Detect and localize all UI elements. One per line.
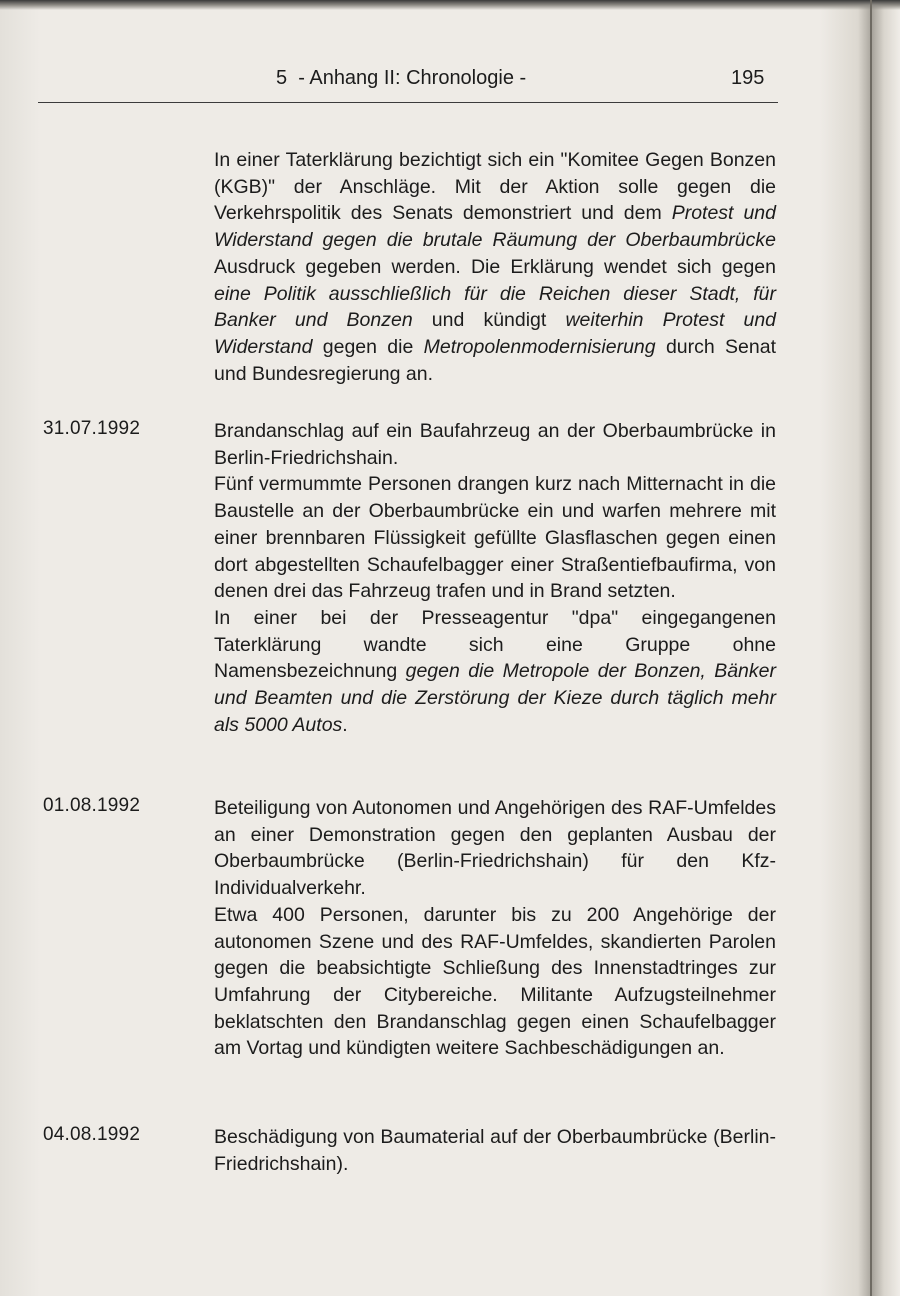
entry-paragraph: [214, 1124, 776, 1177]
italic-quote: eine Politik ausschließlich für die Reichen dieser Stadt, für Banker und Bonzen: [214, 282, 776, 332]
entry-date: 31.07.1992: [43, 418, 141, 439]
text-run: In einer Taterklärung bezichtigt sich ein "Komitee Gegen Bonzen (KGB)" der Anschläge. Mit der Aktion solle gegen die Verkehrspolitik des Senats demonstriert und dem: [214, 149, 776, 225]
italic-quote: Metropolenmodernisierung: [423, 335, 656, 358]
entry-paragraph: [214, 902, 776, 1062]
text-run: Beteiligung von Autonomen und Angehörigen des RAF-Umfeldes an einer Demonstration gegen den geplanten Ausbau der Oberbaumbrücke (Berlin-Friedrichshain) für den Kfz-Individualverkehr.: [214, 797, 776, 900]
book-binding-shadow: [870, 0, 872, 1296]
header-title: 5 - Anhang II: Chronologie -: [276, 67, 527, 89]
text-run: Brandanschlag auf ein Baufahrzeug an der Oberbaumbrücke in Berlin-Friedrichshain.: [214, 420, 776, 469]
scan-edge-shadow: [0, 0, 900, 10]
italic-quote: weiterhin Protest und Widerstand: [214, 309, 777, 358]
entry-paragraph: [214, 147, 776, 387]
text-run: Ausdruck gegeben werden. Die Erklärung wendet sich gegen: [214, 255, 776, 278]
entry-date: 01.08.1992: [43, 795, 141, 816]
text-run: .: [342, 713, 348, 736]
entry-paragraph: [214, 795, 776, 902]
entry-text: [214, 795, 776, 1062]
entry-text: [214, 147, 776, 387]
page-number: 195: [731, 67, 765, 89]
text-run: Etwa 400 Personen, darunter bis zu 200 Angehörige der autonomen Szene und des RAF-Umfeldes, skandierten Parolen gegen die beabsichtigte Schließung des Innenstadtringes zur Umfahrung der Citybereiche. Militante Aufzugsteilnehmer beklatschten den Brandanschlag gegen einen Schaufelbagger am Vortag und kündigten weitere Sachbeschädigungen an.: [214, 903, 776, 1060]
text-run: durch Senat und Bundesregierung an.: [214, 335, 776, 385]
entry-date: 04.08.1992: [43, 1124, 141, 1145]
running-header: [38, 62, 778, 103]
text-run: Fünf vermummte Personen drangen kurz nach Mitternacht in die Baustelle an der Oberbaumbrücke ein und warfen mehrere mit einer brennbaren Flüssigkeit gefüllte Glasflaschen gegen einen dort abgestellten Schaufelbagger einer Straßentiefbaufirma, von denen drei das Fahrzeug trafen und in Brand setzten.: [214, 473, 776, 603]
text-run: In einer bei der Presseagentur "dpa" eingegangenen Taterklärung wandte sich eine Gruppe ohne Namensbezeichnung: [214, 606, 776, 683]
entry-text: [214, 418, 776, 738]
italic-quote: Protest und Widerstand gegen die brutale Räumung der Oberbaumbrücke: [214, 202, 776, 252]
italic-quote: gegen die Metropole der Bonzen, Bänker und Beamten und die Zerstörung der Kieze durch täglich mehr als 5000 Autos: [214, 660, 776, 736]
text-run: Beschädigung von Baumaterial auf der Oberbaumbrücke (Berlin-Friedrichshain).: [214, 1126, 776, 1175]
entry-paragraph: [214, 471, 776, 605]
entry-text: [214, 1124, 776, 1177]
entry-paragraph: [214, 605, 776, 739]
text-run: gegen die: [312, 335, 424, 358]
entry-paragraph: [214, 418, 776, 471]
text-run: und kündigt: [412, 309, 566, 332]
